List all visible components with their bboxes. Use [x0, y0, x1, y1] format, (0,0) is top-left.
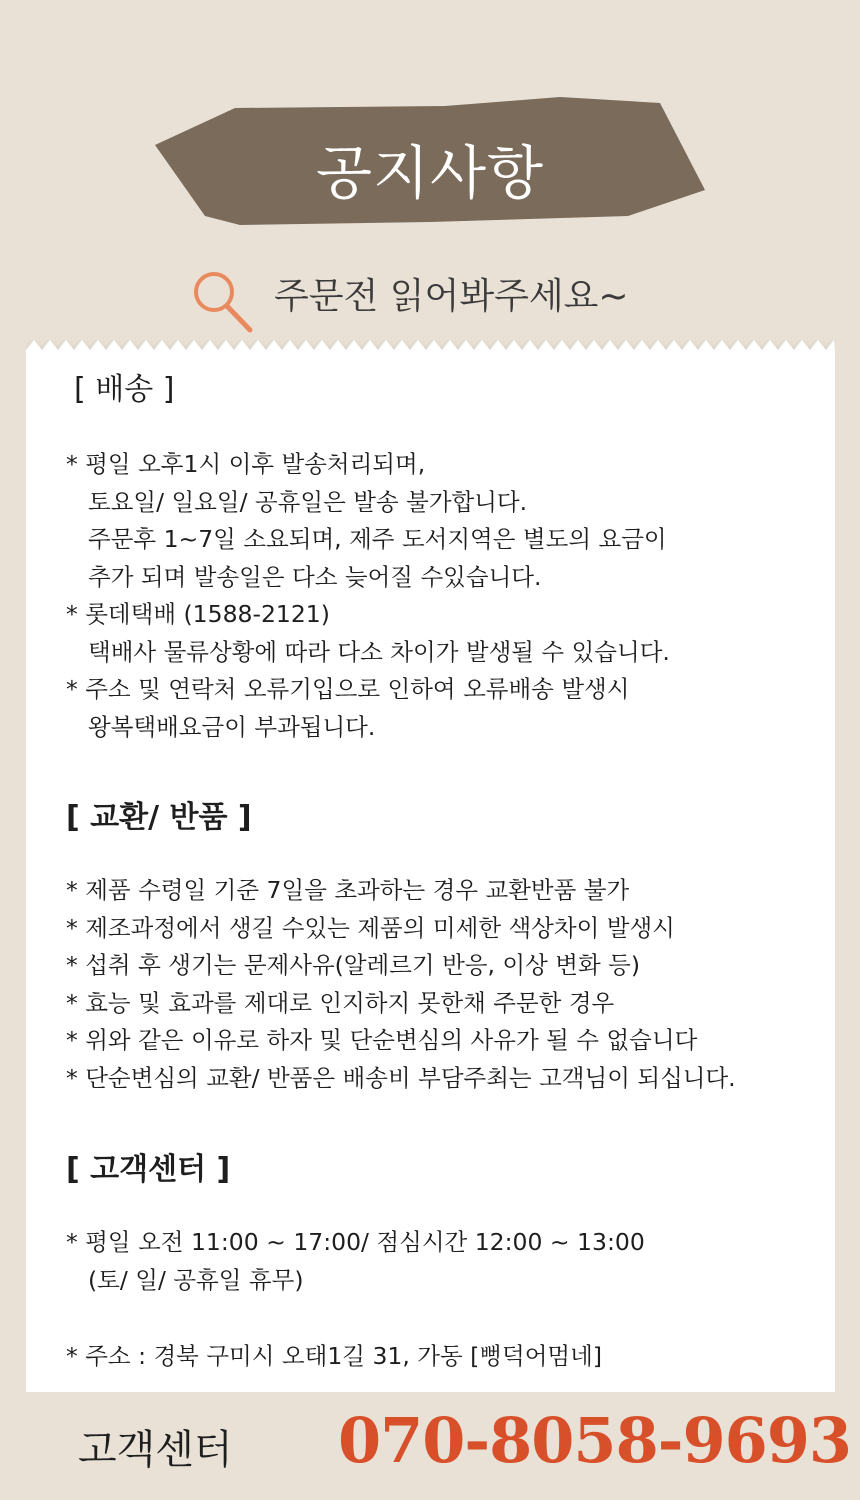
shipping-lines [66, 446, 670, 746]
notice-banner [0, 0, 860, 240]
shipping-line: 왕복택배요금이 부과됩니다. [88, 712, 376, 741]
footer-phone[interactable]: 070-8058-9693 [338, 1404, 852, 1477]
exchange-line: * 제조과정에서 생길 수있는 제품의 미세한 색상차이 발생시 [66, 913, 675, 942]
shipping-line: 택배사 물류상황에 따라 다소 차이가 발생될 수 있습니다. [88, 637, 670, 666]
address-line: * 주소 : 경북 구미시 오태1길 31, 가동 [뻥덕어멈네] [66, 1342, 603, 1370]
shipping-line: * 주소 및 연락처 오류기입으로 인하여 오류배송 발생시 [66, 675, 630, 703]
search-icon [190, 266, 256, 338]
banner-title: 공지사항 [315, 139, 545, 207]
exchange-line: * 제품 수령일 기준 7일을 초과하는 경우 교환반품 불가 [66, 876, 630, 904]
exchange-title: [ 교환/ 반품 ] [66, 800, 252, 835]
shipping-line: * 롯데택배 (1588-2121) [66, 600, 330, 628]
service-title: [ 고객센터 ] [66, 1152, 231, 1187]
shipping-line: 토요일/ 일요일/ 공휴일은 발송 불가합니다. [88, 487, 528, 516]
shipping-line: 추가 되며 발송일은 다소 늦어질 수있습니다. [88, 562, 542, 591]
shipping-line: * 평일 오후1시 이후 발송처리되며, [66, 450, 426, 478]
subtitle-row [190, 258, 830, 338]
exchange-line: * 섭취 후 생기는 문제사유(알레르기 반응, 이상 변화 등) [66, 951, 641, 979]
subtitle-text: 주문전 읽어봐주세요~ [274, 276, 629, 317]
service-lines [66, 1224, 645, 1299]
exchange-line: * 단순변심의 교환/ 반품은 배송비 부담주최는 고객님이 되십니다. [66, 1063, 736, 1092]
address-block [66, 1338, 602, 1376]
service-hours: * 평일 오전 11:00 ~ 17:00/ 점심시간 12:00 ~ 13:00 [66, 1228, 645, 1256]
service-holiday: (토/ 일/ 공휴일 휴무) [88, 1265, 304, 1294]
footer [0, 1400, 860, 1500]
exchange-lines [66, 872, 736, 1097]
exchange-line: * 효능 및 효과를 제대로 인지하지 못한채 주문한 경우 [66, 988, 615, 1017]
footer-label: 고객센터 [78, 1427, 233, 1473]
notice-paper [26, 340, 835, 1392]
shipping-line: 주문후 1~7일 소요되며, 제주 도서지역은 별도의 요금이 [88, 525, 667, 553]
shipping-title: [ 배송 ] [74, 372, 175, 407]
exchange-line: * 위와 같은 이유로 하자 및 단순변심의 사유가 될 수 없습니다 [66, 1026, 698, 1054]
